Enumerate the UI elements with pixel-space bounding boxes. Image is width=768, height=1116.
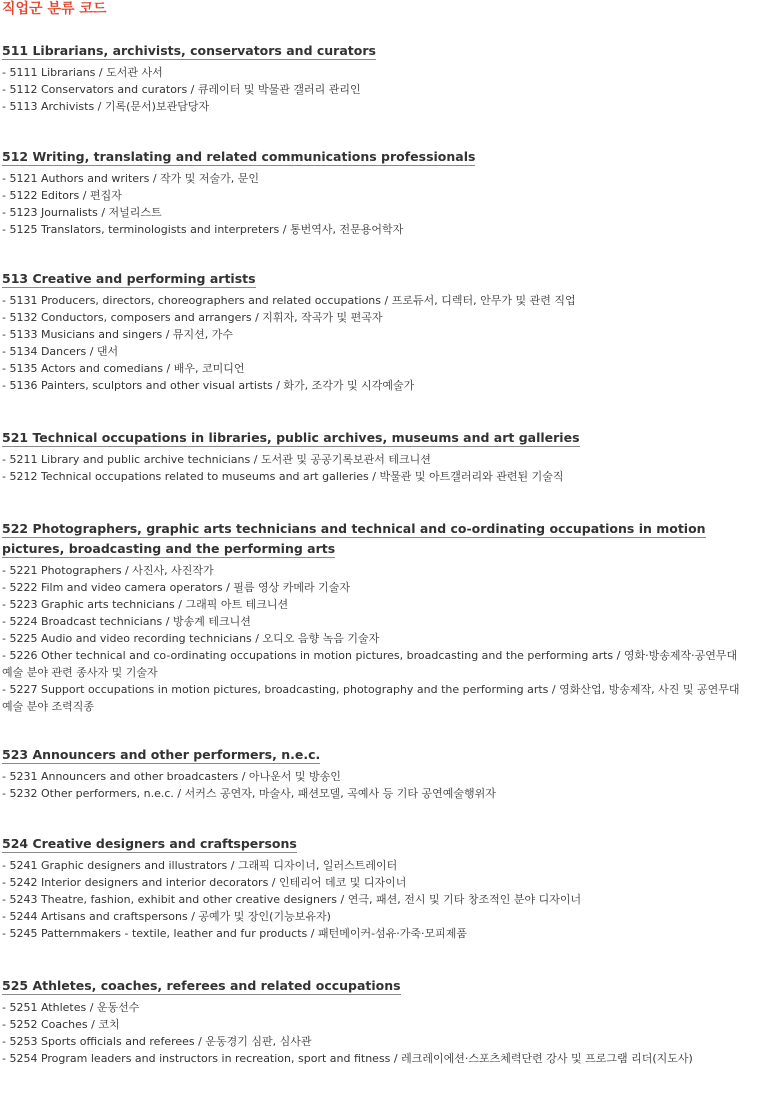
list-item: - 5135 Actors and comedians / 배우, 코미디언 <box>2 362 245 375</box>
list-item: - 5252 Coaches / 코치 <box>2 1018 120 1031</box>
list-item: - 5122 Editors / 편집자 <box>2 189 122 202</box>
section-heading: 511 Librarians, archivists, conservators and curators <box>2 43 376 58</box>
list-item: - 5131 Producers, directors, choreographers and related occupations / 프로듀서, 디렉터, 안무가 및 관련 직업 <box>2 294 576 307</box>
list-item: - 5242 Interior designers and interior decorators / 인테리어 데코 및 디자이너 <box>2 876 407 889</box>
section-heading: 522 Photographers, graphic arts technicians and technical and co-ordinating occupations in motion pictures, broadcasting and the performing arts <box>2 521 706 556</box>
section-heading: 513 Creative and performing artists <box>2 271 256 286</box>
list-item: - 5132 Conductors, composers and arrangers / 지휘자, 작곡가 및 편곡자 <box>2 311 383 324</box>
list-item: - 5253 Sports officials and referees / 운동경기 심판, 심사관 <box>2 1035 312 1048</box>
list-item: - 5241 Graphic designers and illustrators / 그래픽 디자이너, 일러스트레이터 <box>2 859 398 872</box>
section-513 <box>2 268 750 394</box>
list-item: - 5123 Journalists / 저널리스트 <box>2 206 162 219</box>
section-523 <box>2 744 750 802</box>
section-524 <box>2 833 750 942</box>
list-item: - 5243 Theatre, fashion, exhibit and other creative designers / 연극, 패션, 전시 및 기타 창조적인 분야 디자이너 <box>2 893 582 906</box>
list-item: - 5125 Translators, terminologists and interpreters / 통번역사, 전문용어학자 <box>2 223 404 236</box>
list-item: - 5221 Photographers / 사진사, 사진작가 <box>2 564 214 577</box>
list-item: - 5111 Librarians / 도서관 사서 <box>2 66 163 79</box>
list-item: - 5224 Broadcast technicians / 방송계 테크니션 <box>2 615 251 628</box>
section-heading: 525 Athletes, coaches, referees and related occupations <box>2 978 401 993</box>
list-item: - 5225 Audio and video recording technicians / 오디오 음향 녹음 기술자 <box>2 632 380 645</box>
list-item: - 5232 Other performers, n.e.c. / 서커스 공연자, 마술사, 패션모델, 곡예사 등 기타 공연예술행위자 <box>2 787 496 800</box>
section-heading: 524 Creative designers and craftspersons <box>2 836 297 851</box>
section-512 <box>2 146 750 238</box>
list-item: - 5212 Technical occupations related to museums and art galleries / 박물관 및 아트갤러리와 관련된 기술직 <box>2 470 564 483</box>
section-525 <box>2 975 750 1067</box>
section-521 <box>2 427 750 485</box>
list-item: - 5112 Conservators and curators / 큐레이터 및 박물관 갤러리 관리인 <box>2 83 361 96</box>
list-item: - 5223 Graphic arts technicians / 그래픽 아트 테크니션 <box>2 598 289 611</box>
list-item: - 5113 Archivists / 기록(문서)보관담당자 <box>2 100 210 113</box>
section-heading: 512 Writing, translating and related communications professionals <box>2 149 476 164</box>
list-item: - 5231 Announcers and other broadcasters / 아나운서 및 방송인 <box>2 770 341 783</box>
list-item: - 5251 Athletes / 운동선수 <box>2 1001 140 1014</box>
list-item: - 5254 Program leaders and instructors in recreation, sport and fitness / 레크레이에션·스포츠체력단련 강사 및 프로그램 리더(지도사) <box>2 1052 693 1065</box>
section-511 <box>2 40 750 115</box>
list-item: - 5134 Dancers / 댄서 <box>2 345 119 358</box>
list-item: - 5133 Musicians and singers / 뮤지션, 가수 <box>2 328 234 341</box>
list-item: - 5226 Other technical and co-ordinating occupations in motion pictures, broadcasting and the performing arts / 영화·방송제작·공연무대 예술 분야 관련 종사자 및 기술자 <box>2 649 738 679</box>
list-item: - 5222 Film and video camera operators / 필름 영상 카메라 기술자 <box>2 581 351 594</box>
section-heading: 521 Technical occupations in libraries, public archives, museums and art galleries <box>2 430 580 445</box>
list-item: - 5121 Authors and writers / 작가 및 저술가, 문인 <box>2 172 260 185</box>
page-title: 직업군 분류 코드 <box>2 1 107 17</box>
list-item: - 5244 Artisans and craftspersons / 공예가 및 장인(기능보유자) <box>2 910 331 923</box>
list-item: - 5136 Painters, sculptors and other visual artists / 화가, 조각가 및 시각예술가 <box>2 379 415 392</box>
list-item: - 5227 Support occupations in motion pictures, broadcasting, photography and the performing arts / 영화산업, 방송제작, 사진 및 공연무대예술 분야 조력직종 <box>2 683 740 713</box>
section-522 <box>2 518 750 715</box>
section-heading: 523 Announcers and other performers, n.e.c. <box>2 747 321 762</box>
list-item: - 5245 Patternmakers - textile, leather and fur products / 패턴메이커-섬유·가죽·모피제품 <box>2 927 468 940</box>
list-item: - 5211 Library and public archive technicians / 도서관 및 공공기록보관서 테크니션 <box>2 453 431 466</box>
